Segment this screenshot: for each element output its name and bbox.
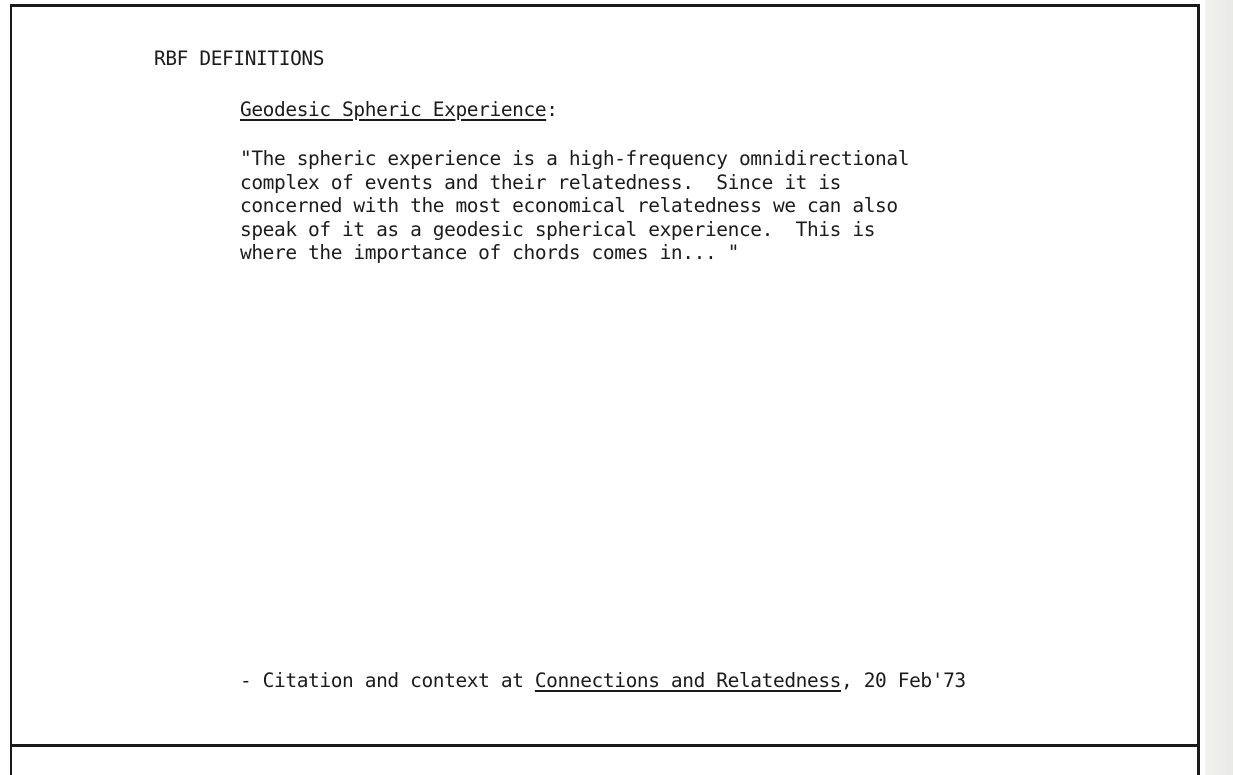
term-heading (240, 98, 558, 121)
quote-line: where the importance of chords comes in... " (240, 241, 739, 264)
card-header-title: RBF DEFINITIONS (154, 47, 325, 70)
citation-prefix: - Citation and context at (240, 669, 535, 692)
page-edge-strip (1205, 0, 1233, 775)
definition-quote (240, 147, 1140, 265)
quote-line: concerned with the most economical relatedness we can also (240, 194, 898, 217)
next-card-edge (10, 747, 1200, 775)
term-name: Geodesic Spheric Experience (240, 98, 547, 121)
quote-line: "The spheric experience is a high-frequency omnidirectional (240, 147, 910, 170)
citation-date: , 20 Feb'73 (841, 669, 966, 692)
citation-line (240, 669, 966, 692)
quote-line: speak of it as a geodesic spherical experience. This is (240, 217, 876, 241)
quote-line: complex of events and their relatedness. Since it is (240, 170, 842, 194)
citation-source: Connections and Relatedness (534, 669, 842, 692)
term-colon: : (546, 98, 558, 121)
definition-card (10, 4, 1200, 747)
